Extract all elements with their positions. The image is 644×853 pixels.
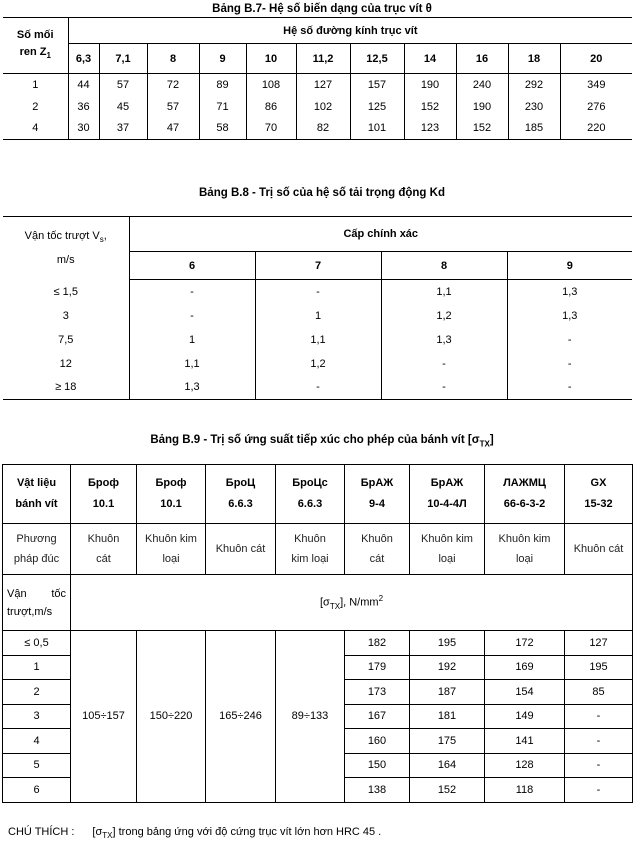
- b9-value-cell: 118: [485, 778, 565, 803]
- b7-value-cell: 57: [147, 96, 199, 118]
- table-row: [3, 280, 632, 304]
- b9-value-cell: 175: [410, 729, 485, 754]
- b7-value-cell: 157: [350, 74, 404, 96]
- b9-value-cell: 172: [485, 631, 565, 656]
- b9-method-line1: Khuôn: [361, 533, 393, 545]
- b9-material-grade: 66-6-3-2: [503, 498, 546, 510]
- b7-value-cell: 30: [68, 118, 99, 140]
- b9-method-header-line1: Phương: [16, 533, 57, 545]
- b8-value-cell: 1,1: [255, 328, 381, 352]
- b9-method-line1: Khuôn kim: [498, 533, 551, 545]
- b9-value-cell: 154: [485, 680, 565, 705]
- b8-v-header-sub: s: [99, 235, 104, 245]
- b9-value-cell: 149: [485, 704, 565, 729]
- b7-value-cell: 190: [404, 74, 456, 96]
- b9-value-cell: -: [565, 729, 633, 754]
- b9-method-header-line2: pháp đúc: [13, 553, 60, 565]
- b8-v-header: [3, 217, 129, 280]
- b9-title-sub: TX: [479, 439, 490, 449]
- b8-value-cell: -: [381, 376, 507, 400]
- b7-value-cell: 44: [68, 74, 99, 96]
- b7-value-cell: 57: [99, 74, 147, 96]
- b9-material-header-line1: Vật liệu: [16, 477, 57, 489]
- b7-z-header-line1: Số mối: [16, 28, 54, 41]
- b9-value-cell: 181: [410, 704, 485, 729]
- b9-method-cell: [345, 524, 410, 575]
- table-row: [3, 118, 632, 140]
- b9-material-header: [3, 465, 71, 524]
- b8-value-cell: 1,3: [381, 328, 507, 352]
- b8-value-cell: -: [255, 376, 381, 400]
- b9-material-cell: [565, 465, 633, 524]
- b8-value-cell: 1,3: [562, 309, 578, 322]
- b7-z-cell: 2: [3, 96, 68, 118]
- b9-speed-header-b: tốc: [51, 587, 66, 600]
- b8-value-cell: 1,1: [381, 280, 507, 304]
- b9-material-header-line2: bánh vít: [15, 498, 58, 510]
- b7-q-header: 11,2: [296, 44, 350, 74]
- table-b8-title: Bảng B.8 - Trị số của hệ số tải trọng động Kd: [199, 187, 445, 199]
- b9-value-cell: 182: [345, 631, 410, 656]
- b9-value-cell: 160: [345, 729, 410, 754]
- b9-method-header: [3, 524, 71, 575]
- b9-value-cell: 169: [485, 655, 565, 680]
- b9-note: [8, 826, 381, 840]
- b9-value-cell: -: [565, 704, 633, 729]
- table-row: [3, 631, 633, 656]
- b8-value-cell: -: [381, 352, 507, 376]
- b8-value-cell: 1,1: [129, 352, 255, 376]
- b9-value-cell: 138: [345, 778, 410, 803]
- b9-method-line2: loại: [162, 553, 180, 565]
- b8-value-cell: 1,2: [255, 352, 381, 376]
- b9-value-cell: 192: [410, 655, 485, 680]
- b9-speed-header-line2: trượt,m/s: [7, 605, 53, 618]
- b8-v-cell: 7,5: [3, 328, 129, 352]
- b9-method-cell: [71, 524, 137, 575]
- b7-value-cell: 127: [296, 74, 350, 96]
- b7-q-header: 12,5: [350, 44, 404, 74]
- b7-value-cell: 123: [404, 118, 456, 140]
- b9-value-cell: 195: [410, 631, 485, 656]
- b7-value-cell: 108: [246, 74, 296, 96]
- b9-material-grade: 6.6.3: [297, 498, 323, 510]
- b8-grade-header: 7: [255, 252, 381, 280]
- b8-value-cell: -: [129, 304, 255, 328]
- b9-method-line1: Khuôn kim: [145, 533, 197, 545]
- b8-value-cell: 1,3: [129, 376, 255, 400]
- b7-q-header: 18: [508, 44, 560, 74]
- b9-unit-sup: 2: [378, 593, 384, 603]
- b7-value-cell: 220: [560, 118, 632, 140]
- b9-merged-cell: 105÷157: [71, 631, 137, 803]
- b8-value-cell: 1: [255, 304, 381, 328]
- table-b9-title: [0, 434, 644, 448]
- b9-speed-cell: 6: [3, 778, 71, 803]
- b9-material-name: БpoЦc: [292, 477, 328, 489]
- b7-value-cell: 152: [456, 118, 508, 140]
- b8-grade-header: 8: [381, 252, 507, 280]
- b9-method-line2: cát: [369, 553, 385, 565]
- b9-value-cell: 167: [345, 704, 410, 729]
- b9-unit-sub: TX: [329, 601, 341, 611]
- b7-value-cell: 58: [199, 118, 246, 140]
- b9-note-sub: TX: [102, 831, 113, 841]
- b7-value-cell: 37: [99, 118, 147, 140]
- b8-group-header: Cấp chính xác: [129, 217, 632, 252]
- b9-material-grade: 10-4-4Л: [427, 498, 467, 510]
- b9-material-cell: [137, 465, 206, 524]
- b7-value-cell: 230: [508, 96, 560, 118]
- b9-title-end: ]: [489, 434, 494, 446]
- b7-z-cell: 4: [3, 118, 68, 140]
- b7-value-cell: 82: [296, 118, 350, 140]
- b9-method-cell: [565, 524, 633, 575]
- table-row: [3, 74, 632, 96]
- b9-material-grade: 10.1: [92, 498, 115, 510]
- b9-method-cell: [276, 524, 345, 575]
- b7-value-cell: 102: [296, 96, 350, 118]
- b7-z-header: [3, 18, 68, 74]
- b9-merged-cell: 89÷133: [276, 631, 345, 803]
- b7-value-cell: 89: [199, 74, 246, 96]
- b8-value-cell: -: [129, 280, 255, 304]
- table-b8: [3, 216, 632, 400]
- b9-material-name: ЛAЖMЦ: [503, 477, 546, 489]
- table-row: [3, 352, 632, 376]
- b9-material-name: БpAЖ: [360, 477, 394, 489]
- b8-value-cell: 1,2: [381, 304, 507, 328]
- b8-value-cell: -: [567, 333, 572, 346]
- b7-q-header: 16: [456, 44, 508, 74]
- b7-value-cell: 185: [508, 118, 560, 140]
- b9-title-text: Bảng B.9 - Trị số ứng suất tiếp xúc cho phép của bánh vít [σ: [150, 434, 480, 446]
- b9-speed-cell: 2: [3, 680, 71, 705]
- b9-speed-header-a: Vận: [7, 587, 27, 600]
- b9-speed-cell: ≤ 0,5: [3, 631, 71, 656]
- b9-value-cell: 128: [485, 753, 565, 778]
- b9-method-cell: [485, 524, 565, 575]
- b9-value-cell: 85: [565, 680, 633, 705]
- b9-value-cell: 152: [410, 778, 485, 803]
- b7-q-header: 14: [404, 44, 456, 74]
- b9-value-cell: 127: [565, 631, 633, 656]
- b8-value-cell: -: [507, 376, 632, 400]
- b8-v-cell: 3: [3, 304, 129, 328]
- b8-v-header-line1: Vận tốc trượt V: [24, 230, 100, 243]
- b7-q-header: 7,1: [99, 44, 147, 74]
- b9-material-cell: [410, 465, 485, 524]
- table-b7-title: Bảng B.7- Hệ số biến dạng của trục vít θ: [212, 3, 432, 15]
- b9-value-cell: 195: [565, 655, 633, 680]
- b9-speed-cell: 4: [3, 729, 71, 754]
- b9-method-line1: Khuôn: [294, 533, 326, 545]
- b9-speed-cell: 5: [3, 753, 71, 778]
- b7-z-header-sub: 1: [46, 51, 51, 61]
- b9-note-label: CHÚ THÍCH :: [8, 826, 75, 838]
- b9-value-cell: 150: [345, 753, 410, 778]
- b8-value-cell: -: [255, 280, 381, 304]
- b9-material-grade: 10.1: [160, 498, 182, 510]
- b7-value-cell: 71: [199, 96, 246, 118]
- b9-method-cell: [410, 524, 485, 575]
- b7-value-cell: 190: [456, 96, 508, 118]
- b7-q-header: 9: [199, 44, 246, 74]
- table-row: [3, 96, 632, 118]
- b9-speed-cell: 3: [3, 704, 71, 729]
- b7-group-header: Hệ số đường kính trục vít: [68, 18, 632, 44]
- b8-grade-header: 6: [129, 252, 255, 280]
- b7-value-cell: 36: [68, 96, 99, 118]
- b9-value-cell: 164: [410, 753, 485, 778]
- b9-method-line1: Khuôn cát: [215, 543, 266, 555]
- table-row: [3, 328, 632, 352]
- b9-method-cell: [137, 524, 206, 575]
- b9-value-cell: 179: [345, 655, 410, 680]
- b9-speed-header: [3, 575, 71, 631]
- b9-unit-text: [σ: [319, 596, 330, 609]
- b7-value-cell: 72: [147, 74, 199, 96]
- b9-method-line1: Khuôn: [87, 533, 120, 545]
- b9-material-grade: 6.6.3: [228, 498, 253, 510]
- b8-v-header-line2: m/s: [56, 254, 75, 267]
- b9-material-name: БpoЦ: [225, 477, 256, 489]
- b8-v-cell: ≤ 1,5: [3, 280, 129, 304]
- b9-merged-cell: 165÷246: [206, 631, 276, 803]
- b8-value-cell: 1,3: [562, 285, 578, 298]
- b8-value-cell: 1: [129, 328, 255, 352]
- table-b7: [3, 17, 632, 140]
- b7-value-cell: 240: [456, 74, 508, 96]
- b7-value-cell: 86: [246, 96, 296, 118]
- b9-material-cell: [71, 465, 137, 524]
- b7-value-cell: 349: [587, 78, 606, 91]
- b9-material-cell: [345, 465, 410, 524]
- b7-q-header: 10: [246, 44, 296, 74]
- b7-value-cell: 70: [246, 118, 296, 140]
- b7-value-cell: 47: [147, 118, 199, 140]
- table-row: [3, 376, 632, 400]
- b9-method-line2: loại: [438, 553, 456, 565]
- b7-q-header: 8: [147, 44, 199, 74]
- table-row: [3, 304, 632, 328]
- b9-material-cell: [276, 465, 345, 524]
- b9-merged-cell: 150÷220: [137, 631, 206, 803]
- b8-grade-header: 9: [507, 252, 632, 280]
- b9-method-line2: loại: [515, 553, 534, 565]
- b9-material-name: Бpoф: [155, 477, 187, 489]
- b7-z-cell: 1: [3, 74, 68, 96]
- table-b9: [2, 464, 633, 803]
- b7-value-cell: 101: [350, 118, 404, 140]
- b9-unit-mid: ], N/mm: [340, 596, 379, 609]
- b9-material-name: Бpoф: [88, 477, 119, 489]
- b9-method-line2: kim loại: [291, 553, 329, 565]
- b8-v-cell: 12: [3, 352, 129, 376]
- b9-material-cell: [485, 465, 565, 524]
- b9-material-cell: [206, 465, 276, 524]
- b8-value-cell: -: [567, 357, 572, 370]
- b9-value-cell: 173: [345, 680, 410, 705]
- b8-v-cell: ≥ 18: [3, 376, 129, 400]
- b9-unit-header: [71, 575, 633, 631]
- b9-value-cell: -: [565, 778, 633, 803]
- b7-q-header: 6,3: [68, 44, 99, 74]
- b9-material-grade: 9-4: [369, 498, 385, 510]
- b9-value-cell: 187: [410, 680, 485, 705]
- b7-value-cell: 152: [404, 96, 456, 118]
- b9-material-name: БpAЖ: [430, 477, 464, 489]
- b9-method-line1: Khuôn cát: [573, 543, 624, 555]
- b9-note-open: [σ: [92, 826, 103, 838]
- b9-method-line1: Khuôn kim: [421, 533, 473, 545]
- b9-method-cell: [206, 524, 276, 575]
- b9-speed-cell: 1: [3, 655, 71, 680]
- b9-material-name: GX: [590, 477, 607, 489]
- b7-value-cell: 276: [587, 100, 606, 113]
- b8-v-header-comma: ,: [103, 230, 107, 243]
- b7-value-cell: 125: [350, 96, 404, 118]
- b7-z-header-line2: ren Z: [19, 45, 47, 58]
- b9-material-grade: 15-32: [584, 498, 613, 510]
- b9-note-text: ] trong bảng ứng với độ cứng trục vít lớn hơn HRC 45 .: [112, 826, 382, 838]
- b9-value-cell: -: [565, 753, 633, 778]
- b9-value-cell: 141: [485, 729, 565, 754]
- b7-q-header: 20: [560, 44, 632, 74]
- b9-method-line2: cát: [96, 553, 111, 565]
- b7-value-cell: 292: [508, 74, 560, 96]
- b7-value-cell: 45: [99, 96, 147, 118]
